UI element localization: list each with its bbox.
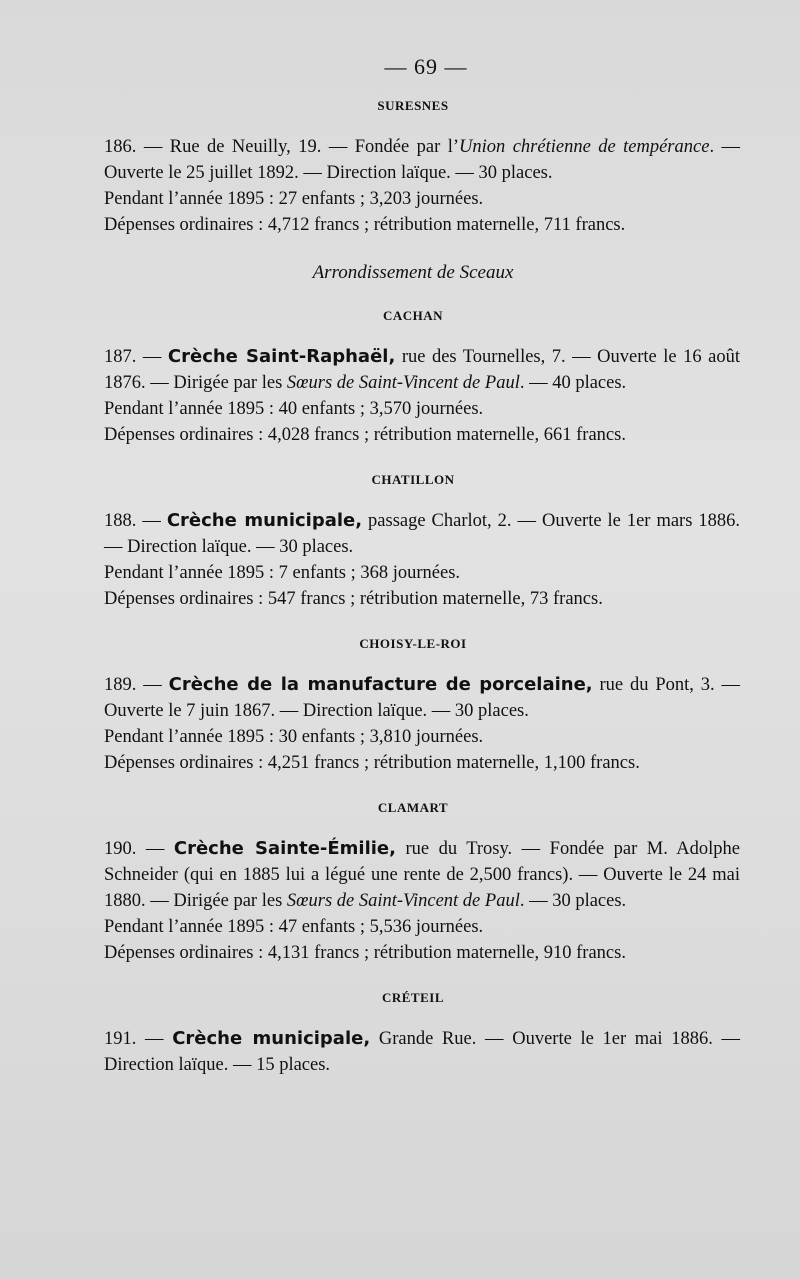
- entry-187: [86, 344, 740, 396]
- entry-dash: —: [136, 511, 167, 531]
- section-heading-clamart: CLAMART: [377, 800, 449, 815]
- entry-text: rue du Pont, 3. — Ouverte le 7 juin 1867. — Direction laïque. — 30 places.: [104, 675, 741, 721]
- section-heading-cachan: CACHAN: [382, 308, 444, 323]
- entry-name: Crèche de la manufacture de porcelaine,: [168, 674, 593, 695]
- entry-188-stats: Pendant l’année 1895 : 7 enfants ; 368 journées.: [104, 563, 461, 583]
- entry-190-costs: Dépenses ordinaires : 4,131 francs ; rétribution maternelle, 910 francs.: [104, 943, 626, 963]
- entry-number: 187.: [104, 347, 137, 367]
- entry-text: rue du Trosy. — Fondée par M. Adolphe Schneider (qui en 1885 lui a légué une rente de 2,500 francs). — Ouverte le 24 mai 1880. — Dirigée par les: [104, 839, 740, 911]
- entry-dash: —: [136, 675, 169, 695]
- entry-number: 189.: [104, 675, 137, 695]
- entry-187-stats: Pendant l’année 1895 : 40 enfants ; 3,570 journées.: [104, 399, 484, 419]
- section-heading-suresnes: SURESNES: [377, 98, 449, 113]
- entry-189: [86, 672, 740, 724]
- entry-italic: Union chrétienne de tempérance: [459, 137, 710, 157]
- entry-number: 186.: [104, 137, 137, 157]
- entry-number: 191.: [104, 1029, 137, 1049]
- section-heading-choisy: CHOISY-LE-ROI: [359, 636, 467, 651]
- entry-191: [86, 1026, 740, 1078]
- entry-text: passage Charlot, 2. — Ouverte le 1er mars 1886. — Direction laïque. — 30 places.: [104, 511, 740, 557]
- entry-name: Crèche Sainte-Émilie,: [173, 838, 396, 859]
- entry-190-stats: Pendant l’année 1895 : 47 enfants ; 5,536 journées.: [104, 917, 484, 937]
- entry-188-costs: Dépenses ordinaires : 547 francs ; rétribution maternelle, 73 francs.: [104, 589, 603, 609]
- entry-dash: —: [136, 839, 174, 859]
- entry-text: Grande Rue. — Ouverte le 1er mai 1886. — Direction laïque. — 15 places.: [104, 1029, 740, 1075]
- entry-name: Crèche municipale,: [166, 510, 363, 531]
- page-number: — 69 —: [384, 54, 468, 79]
- entry-186-stats: Pendant l’année 1895 : 27 enfants ; 3,203 journées.: [104, 189, 484, 209]
- arrondissement-heading: Arrondissement de Sceaux: [312, 262, 514, 283]
- section-heading-creteil: CRÉTEIL: [381, 990, 445, 1005]
- entry-italic: Sœurs de Saint-Vincent de Paul: [286, 373, 520, 393]
- entry-name: Crèche municipale,: [172, 1028, 371, 1049]
- entry-text-post: . — 30 places.: [519, 891, 627, 911]
- entry-dash: —: [136, 347, 168, 367]
- entry-190: [86, 836, 740, 914]
- entry-text: — Rue de Neuilly, 19. — Fondée par l’: [136, 137, 460, 157]
- entry-189-stats: Pendant l’année 1895 : 30 enfants ; 3,810 journées.: [104, 727, 484, 747]
- entry-number: 190.: [104, 839, 137, 859]
- entry-text-post: . — Ouverte le 25 juillet 1892. — Direction laïque. — 30 places.: [104, 137, 741, 183]
- section-heading-chatillon: CHATILLON: [371, 472, 455, 487]
- entry-text-post: . — 40 places.: [519, 373, 627, 393]
- entry-dash: —: [136, 1029, 173, 1049]
- entry-text: rue des Tournelles, 7. — Ouverte le 16 août 1876. — Dirigée par les: [104, 347, 740, 393]
- entry-189-costs: Dépenses ordinaires : 4,251 francs ; rétribution maternelle, 1,100 francs.: [104, 753, 640, 773]
- entry-186: [86, 134, 740, 186]
- entry-number: 188.: [104, 511, 137, 531]
- entry-188: [86, 508, 740, 560]
- entry-186-costs: Dépenses ordinaires : 4,712 francs ; rétribution maternelle, 711 francs.: [104, 215, 626, 235]
- entry-name: Crèche Saint-Raphaël,: [167, 346, 396, 367]
- entry-187-costs: Dépenses ordinaires : 4,028 francs ; rétribution maternelle, 661 francs.: [104, 425, 626, 445]
- entry-italic: Sœurs de Saint-Vincent de Paul: [286, 891, 520, 911]
